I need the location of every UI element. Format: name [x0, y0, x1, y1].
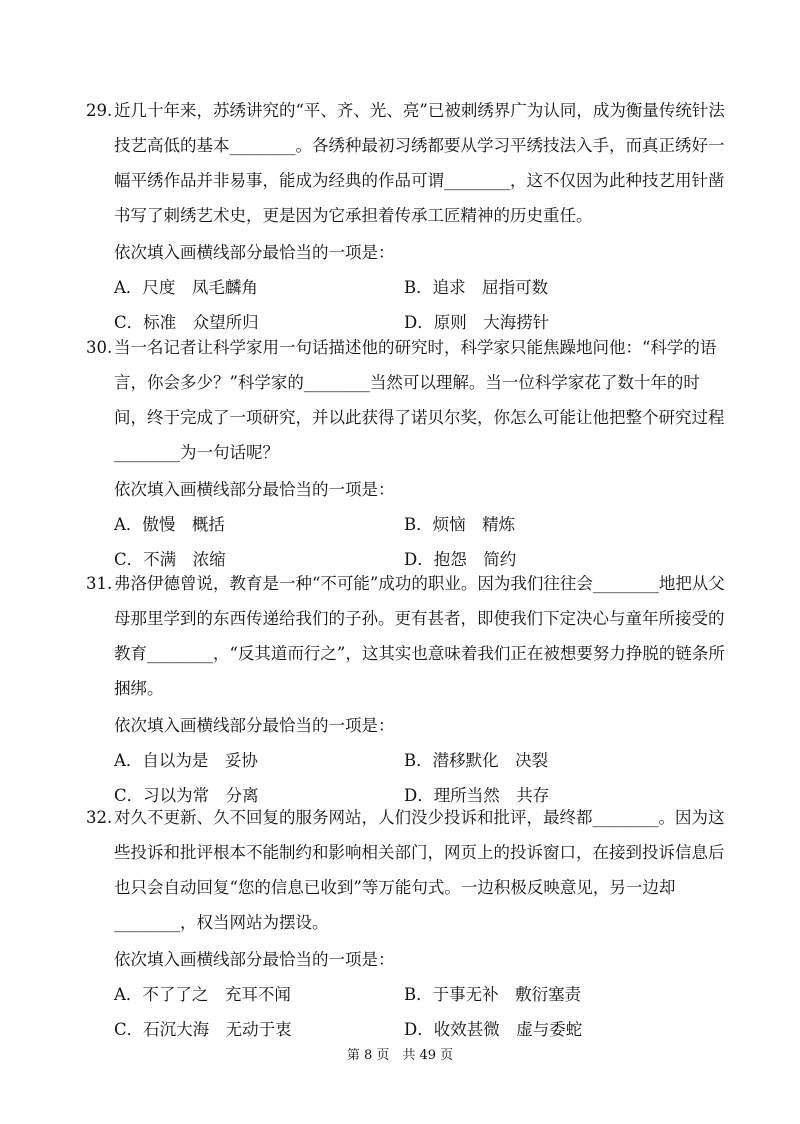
option-d: D．理所当然 共存	[404, 786, 550, 805]
question-body: 弗洛伊德曾说，教育是一种“不可能”成功的职业。因为我们往往会________地把从父母那里学到的东西传递给我们的子孙。更有甚者，即使我们下定决心与童年所接受的教育________，“反其道而行之”，这其实也意味着我们正在被想要努力挣脱的链条所捆绑。	[114, 574, 725, 698]
question-body: 对久不更新、久不回复的服务网站，人们没少投诉和批评，最终都________。因为这些投诉和批评根本不能制约和影响相关部门，网页上的投诉窗口，在接到投诉信息后也只会自动回复“您的信息已收到”等万能句式。一边积极反映意见，另一边却________，权当网站为摆设。	[114, 808, 725, 932]
option-c: C．习以为常 分离	[114, 786, 259, 805]
option-b: B．烦恼 精炼	[404, 515, 516, 534]
option-b: B．潜移默化 决裂	[404, 751, 549, 770]
option-a: A．尺度 凤毛麟角	[114, 278, 258, 297]
question-29	[86, 93, 726, 340]
option-a: A．自以为是 妥协	[114, 751, 258, 770]
question-instruction: 依次填入画横线部分最恰当的一项是：	[114, 480, 395, 499]
question-text	[86, 93, 726, 233]
option-a: A．不了了之 充耳不闻	[114, 985, 291, 1004]
question-body: 当一名记者让科学家用一句话描述他的研究时，科学家只能焦躁地问他：“科学的语言，你会多少？”科学家的________当然可以理解。当一位科学家花了数十年的时间，终于完成了一项研究，并以此获得了诺贝尔奖，你怎么可能让他把整个研究过程________为一句话呢？	[114, 338, 725, 462]
page-footer: 第 8 页 共 49 页	[346, 1048, 454, 1063]
option-d: D．原则 大海捞针	[404, 313, 550, 332]
question-body: 近几十年来，苏绣讲究的“平、齐、光、亮”已被刺绣界广为认同，成为衡量传统针法技艺高低的基本________。各绣种最初习绣都要从学习平绣技法入手，而真正绣好一幅平绣作品并非易事，能成为经典的作品可谓________，这不仅因为此种技艺用针凿书写了刺绣艺术史，更是因为它承担着传承工匠精神的历史重任。	[114, 101, 725, 225]
question-31	[86, 566, 726, 813]
options	[86, 977, 726, 1047]
question-number: 30.	[86, 338, 113, 357]
question-number: 29.	[86, 101, 113, 120]
option-a: A．傲慢 概括	[114, 515, 225, 534]
question-30	[86, 330, 726, 577]
question-instruction: 依次填入画横线部分最恰当的一项是：	[114, 950, 395, 969]
option-b: B．追求 屈指可数	[404, 278, 549, 297]
option-c: C．标准 众望所归	[114, 313, 259, 332]
question-number: 31.	[86, 574, 113, 593]
question-text	[86, 800, 726, 940]
question-instruction: 依次填入画横线部分最恰当的一项是：	[114, 243, 395, 262]
question-instruction: 依次填入画横线部分最恰当的一项是：	[114, 716, 395, 735]
option-c: C．石沉大海 无动于衷	[114, 1020, 292, 1039]
question-number: 32.	[86, 808, 113, 827]
question-text	[86, 566, 726, 706]
option-c: C．不满 浓缩	[114, 550, 226, 569]
option-d: D．收效甚微 虚与委蛇	[404, 1020, 583, 1039]
question-32	[86, 800, 726, 1047]
option-b: B．于事无补 敷衍塞责	[404, 985, 582, 1004]
option-d: D．抱怨 简约	[404, 550, 517, 569]
question-text	[86, 330, 726, 470]
